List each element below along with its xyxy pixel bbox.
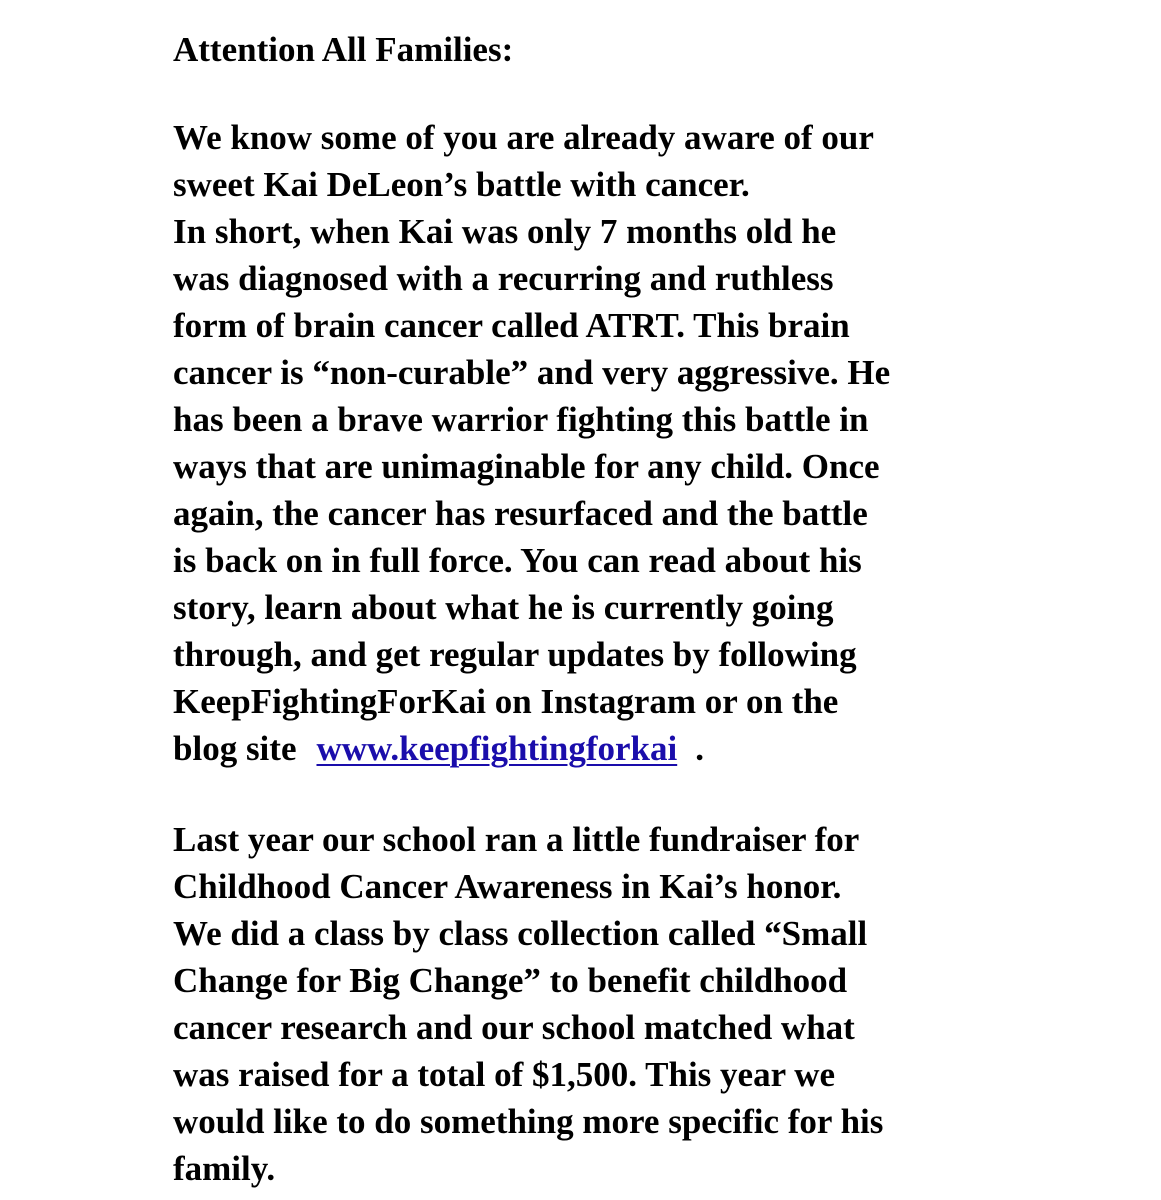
paragraph-line: through, and get regular updates by following — [173, 635, 857, 674]
paragraph-line: Childhood Cancer Awareness in Kai’s honor. — [173, 867, 842, 906]
blog-site-line — [173, 725, 1073, 772]
paragraph-line: is back on in full force. You can read about his — [173, 541, 862, 580]
paragraph-line: ways that are unimaginable for any child. Once — [173, 447, 880, 486]
paragraph-line: Change for Big Change” to benefit childhood — [173, 961, 848, 1000]
blog-site-suffix: . — [695, 729, 704, 768]
paragraph-line: was raised for a total of $1,500. This year we — [173, 1055, 836, 1094]
paragraph-line: again, the cancer has resurfaced and the battle — [173, 494, 868, 533]
paragraph-line: form of brain cancer called ATRT. This brain — [173, 306, 850, 345]
heading-text: Attention All Families: — [173, 30, 514, 69]
paragraph-line: Last year our school ran a little fundraiser for — [173, 820, 860, 859]
blog-link[interactable]: www.keepfightingforkai — [316, 729, 678, 768]
paragraph-kai-story — [173, 114, 1073, 772]
paragraph-line: has been a brave warrior fighting this battle in — [173, 400, 869, 439]
paragraph-line: story, learn about what he is currently going — [173, 588, 834, 627]
paragraph-line: KeepFightingForKai on Instagram or on the — [173, 682, 839, 721]
blog-site-prefix: blog site — [173, 729, 297, 768]
paragraph-fundraiser — [173, 816, 1073, 1192]
paragraph-line: cancer research and our school matched what — [173, 1008, 855, 1047]
letter-heading — [173, 26, 1073, 73]
paragraph-line: We know some of you are already aware of our — [173, 118, 874, 157]
paragraph-line: In short, when Kai was only 7 months old he — [173, 212, 837, 251]
paragraph-line: We did a class by class collection called “Small — [173, 914, 868, 953]
paragraph-line: family. — [173, 1149, 276, 1188]
paragraph-line: would like to do something more specific for his — [173, 1102, 884, 1141]
paragraph-line: sweet Kai DeLeon’s battle with cancer. — [173, 165, 750, 204]
paragraph-line: cancer is “non-curable” and very aggressive. He — [173, 353, 891, 392]
paragraph-line: was diagnosed with a recurring and ruthless — [173, 259, 834, 298]
